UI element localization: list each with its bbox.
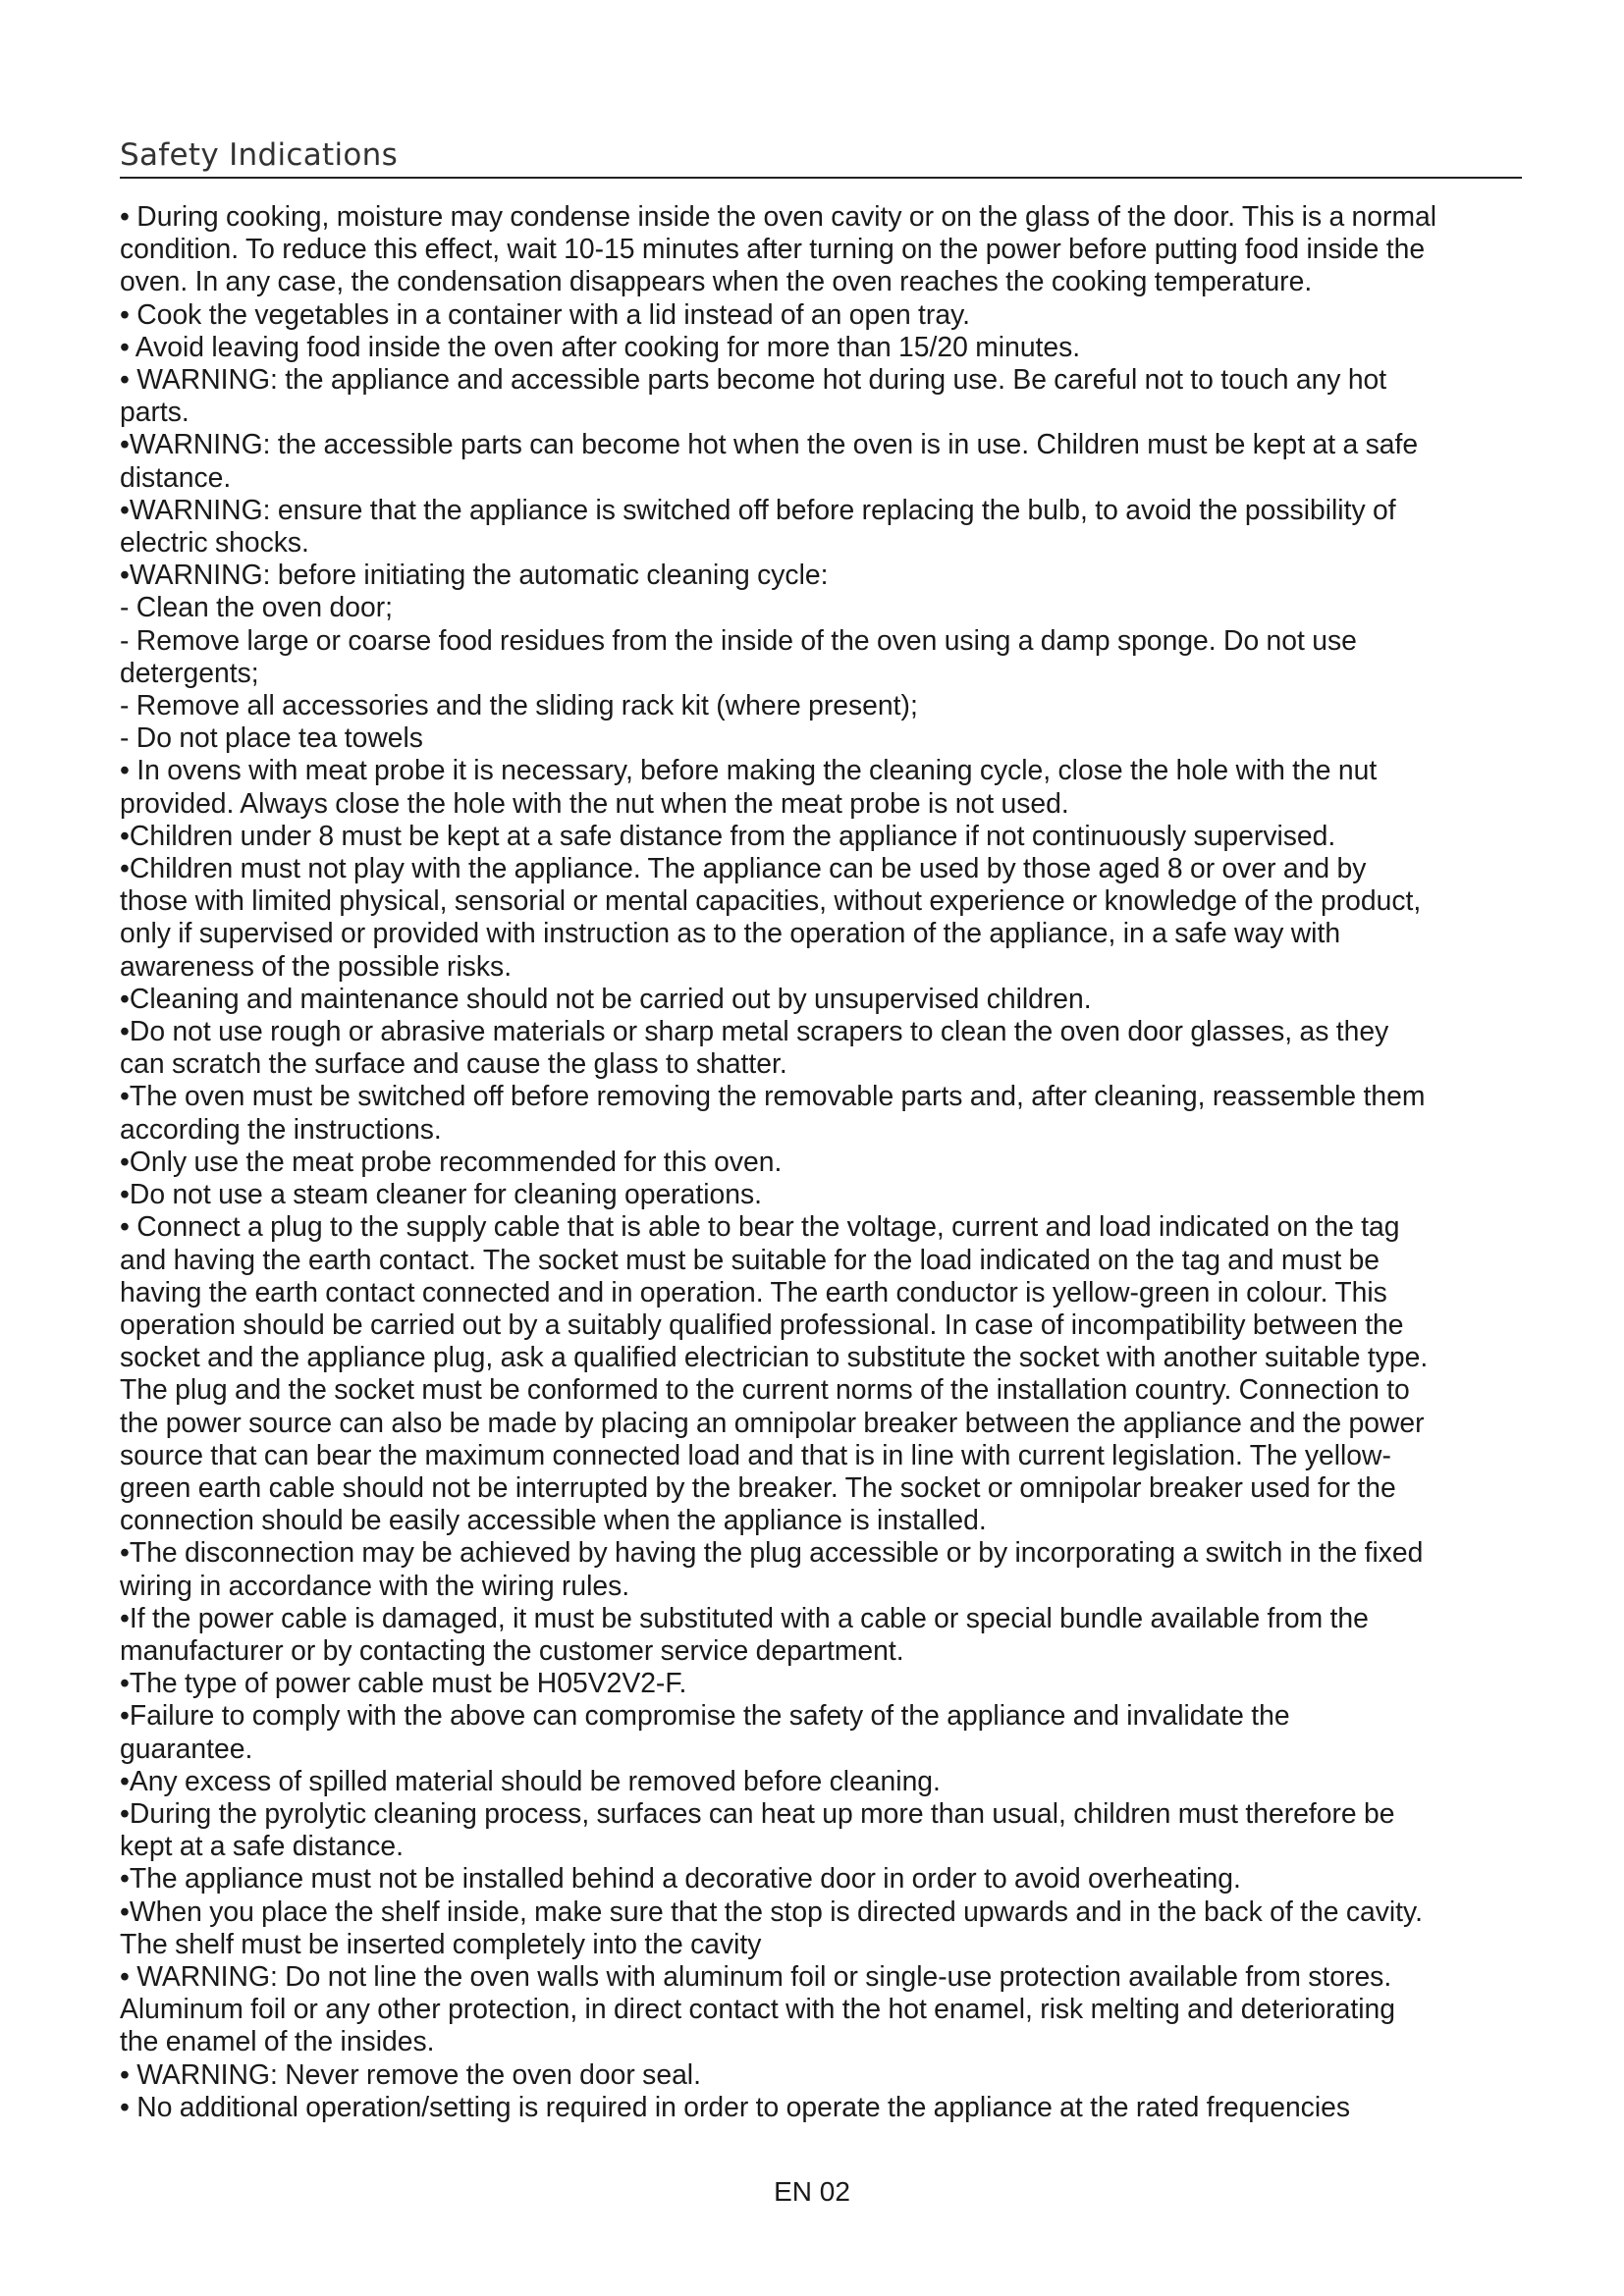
safety-paragraph: - Remove all accessories and the sliding rack kit (where present); [120, 689, 918, 721]
safety-paragraph: • WARNING: Never remove the oven door seal. [120, 2057, 701, 2090]
safety-text-body [120, 200, 1534, 2123]
safety-paragraph: •Children must not play with the appliance. The appliance can be used by those aged 8 or over and by those with limited physical, sensorial or mental capacities, without experience or knowledge of the product, only if supervised or provided with instruction as to the operation of the appliance, in a safe way with awareness of the possible risks. [120, 852, 1422, 982]
page-number: EN 02 [774, 2176, 850, 2207]
safety-paragraph: - Do not place tea towels [120, 721, 423, 754]
safety-paragraph: • WARNING: the appliance and accessible parts become hot during use. Be careful not to touch any hot parts. [120, 363, 1387, 428]
safety-paragraph: •WARNING: ensure that the appliance is switched off before replacing the bulb, to avoid the possibility of electric shocks. [120, 493, 1396, 559]
page-title: Safety Indications [120, 137, 399, 173]
safety-paragraph: • Cook the vegetables in a container with a lid instead of an open tray. [120, 297, 970, 330]
safety-paragraph: • In ovens with meat probe it is necessary, before making the cleaning cycle, close the hole with the nut provided. Always close the hole with the nut when the meat probe is not used. [120, 754, 1378, 819]
safety-paragraph: •The disconnection may be achieved by having the plug accessible or by incorporating a switch in the fixed wiring in accordance with the wiring rules. [120, 1536, 1424, 1601]
safety-paragraph: • WARNING: Do not line the oven walls with aluminum foil or single-use protection available from stores. Aluminum foil or any other protection, in direct contact with the hot enamel, risk melting and deteriorating the enamel of the insides. [120, 1959, 1396, 2057]
safety-paragraph: •During the pyrolytic cleaning process, surfaces can heat up more than usual, children must therefore be kept at a safe distance. [120, 1796, 1395, 1862]
safety-paragraph: • Connect a plug to the supply cable that is able to bear the voltage, current and load indicated on the tag and having the earth contact. The socket must be suitable for the load indicated on the tag and must be having the earth contact connected and in operation. The earth conductor is yellow-green in colour. This operation should be carried out by a suitably qualified professional. In case of incompatibility between the socket and the appliance plug, ask a qualified electrician to substitute the socket with another suitable type. The plug and the socket must be conformed to the current norms of the installation country. Connection to the power source can also be made by placing an omnipolar breaker between the appliance and the power source that can bear the maximum connected load and that is in line with current legislation. The yellow- green earth cable should not be interrupted by the breaker. The socket or omnipolar breaker used for the connection should be easily accessible when the appliance is installed. [120, 1210, 1429, 1536]
safety-paragraph: •Cleaning and maintenance should not be carried out by unsupervised children. [120, 982, 1092, 1014]
safety-paragraph: •WARNING: before initiating the automatic cleaning cycle: [120, 559, 829, 591]
safety-paragraph: •The appliance must not be installed behind a decorative door in order to avoid overheating. [120, 1862, 1241, 1895]
safety-paragraph: •WARNING: the accessible parts can become hot when the oven is in use. Children must be kept at a safe distance. [120, 428, 1419, 493]
safety-paragraph: - Remove large or coarse food residues from the inside of the oven using a damp sponge. Do not use detergents; [120, 623, 1357, 688]
safety-paragraph: •Any excess of spilled material should be removed before cleaning. [120, 1764, 941, 1796]
safety-paragraph: •The type of power cable must be H05V2V2-F. [120, 1667, 687, 1699]
safety-paragraph: •The oven must be switched off before removing the removable parts and, after cleaning, reassemble them according the instructions. [120, 1080, 1426, 1145]
safety-paragraph: •When you place the shelf inside, make sure that the stop is directed upwards and in the back of the cavity. The shelf must be inserted completely into the cavity [120, 1895, 1423, 1959]
safety-paragraph: - Clean the oven door; [120, 591, 393, 623]
safety-paragraph: •Do not use rough or abrasive materials or sharp metal scrapers to clean the oven door glasses, as they can scratch the surface and cause the glass to shatter. [120, 1015, 1389, 1080]
safety-paragraph: •If the power cable is damaged, it must be substituted with a cable or special bundle available from the manufacturer or by contacting the customer service department. [120, 1601, 1369, 1666]
page-header [120, 135, 1522, 179]
safety-paragraph: • Avoid leaving food inside the oven after cooking for more than 15/20 minutes. [120, 330, 1081, 362]
safety-paragraph: •Only use the meat probe recommended for this oven. [120, 1145, 783, 1177]
safety-paragraph: •Children under 8 must be kept at a safe distance from the appliance if not continuously supervised. [120, 819, 1336, 851]
safety-paragraph: •Do not use a steam cleaner for cleaning operations. [120, 1178, 762, 1210]
safety-paragraph: • During cooking, moisture may condense inside the oven cavity or on the glass of the door. This is a normal condition. To reduce this effect, wait 10-15 minutes after turning on the power before putting food inside the oven. In any case, the condensation disappears when the oven reaches the cooking temperature. [120, 200, 1437, 297]
safety-paragraph: • No additional operation/setting is required in order to operate the appliance at the rated frequencies [120, 2090, 1350, 2122]
safety-paragraph: •Failure to comply with the above can compromise the safety of the appliance and invalidate the guarantee. [120, 1699, 1290, 1764]
